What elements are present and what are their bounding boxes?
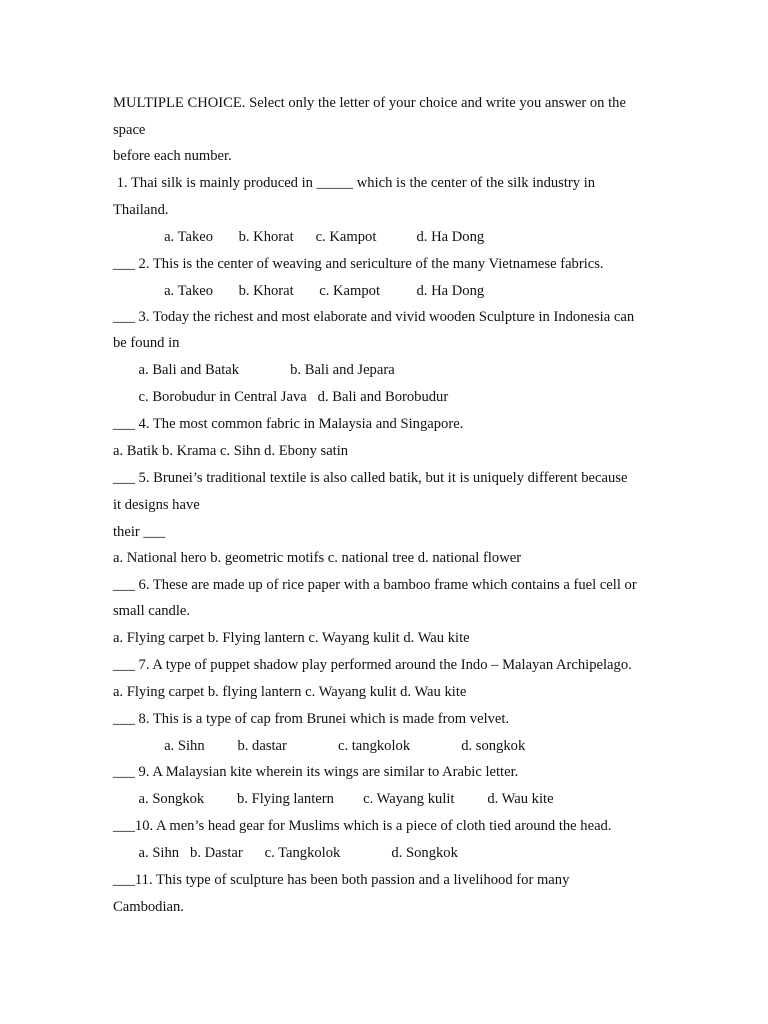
question-6-choices: a. Flying carpet b. Flying lantern c. Wayang kulit d. Wau kite	[113, 630, 470, 646]
instructions-line-1: MULTIPLE CHOICE. Select only the letter of your choice and write you answer on the	[113, 95, 626, 111]
question-3-choices-2: c. Borobudur in Central Java d. Bali and Borobudur	[113, 389, 449, 405]
question-11-line-2: Cambodian.	[113, 899, 184, 915]
question-1-line-1: 1. Thai silk is mainly produced in _____ which is the center of the silk industry in	[113, 175, 596, 191]
question-5-line-1: ___ 5. Brunei’s traditional textile is also called batik, but it is uniquely different because	[113, 470, 628, 486]
question-4-choices: a. Batik b. Krama c. Sihn d. Ebony satin	[113, 443, 349, 459]
question-6-line-2: small candle.	[113, 603, 190, 619]
question-4: ___ 4. The most common fabric in Malaysia and Singapore.	[113, 416, 464, 432]
question-11-line-1: ___11. This type of sculpture has been both passion and a livelihood for many	[113, 872, 570, 888]
question-6-line-1: ___ 6. These are made up of rice paper with a bamboo frame which contains a fuel cell or	[113, 577, 637, 593]
instructions-line-2: space	[113, 122, 146, 138]
question-1-line-2: Thailand.	[113, 202, 169, 218]
question-9-choices: a. Songkok b. Flying lantern c. Wayang kulit d. Wau kite	[113, 791, 554, 807]
question-9: ___ 9. A Malaysian kite wherein its wings are similar to Arabic letter.	[113, 764, 519, 780]
question-7: ___ 7. A type of puppet shadow play performed around the Indo – Malayan Archipelago.	[113, 657, 632, 673]
question-10: ___10. A men’s head gear for Muslims which is a piece of cloth tied around the head.	[113, 818, 612, 834]
question-2: ___ 2. This is the center of weaving and sericulture of the many Vietnamese fabrics.	[113, 256, 604, 272]
instructions-line-3: before each number.	[113, 148, 232, 164]
question-5-line-3: their ___	[113, 524, 166, 540]
question-10-choices: a. Sihn b. Dastar c. Tangkolok d. Songkok	[113, 845, 458, 861]
question-8: ___ 8. This is a type of cap from Brunei which is made from velvet.	[113, 711, 510, 727]
question-8-choices: a. Sihn b. dastar c. tangkolok d. songkok	[113, 738, 526, 754]
question-3-line-1: ___ 3. Today the richest and most elaborate and vivid wooden Sculpture in Indonesia can	[113, 309, 635, 325]
question-7-choices: a. Flying carpet b. flying lantern c. Wayang kulit d. Wau kite	[113, 684, 467, 700]
question-3-line-2: be found in	[113, 335, 180, 351]
question-3-choices-1: a. Bali and Batak b. Bali and Jepara	[113, 362, 395, 378]
question-5-line-2: it designs have	[113, 497, 200, 513]
question-1-choices: a. Takeo b. Khorat c. Kampot d. Ha Dong	[113, 229, 485, 245]
question-5-choices: a. National hero b. geometric motifs c. national tree d. national flower	[113, 550, 522, 566]
question-2-choices: a. Takeo b. Khorat c. Kampot d. Ha Dong	[113, 283, 485, 299]
